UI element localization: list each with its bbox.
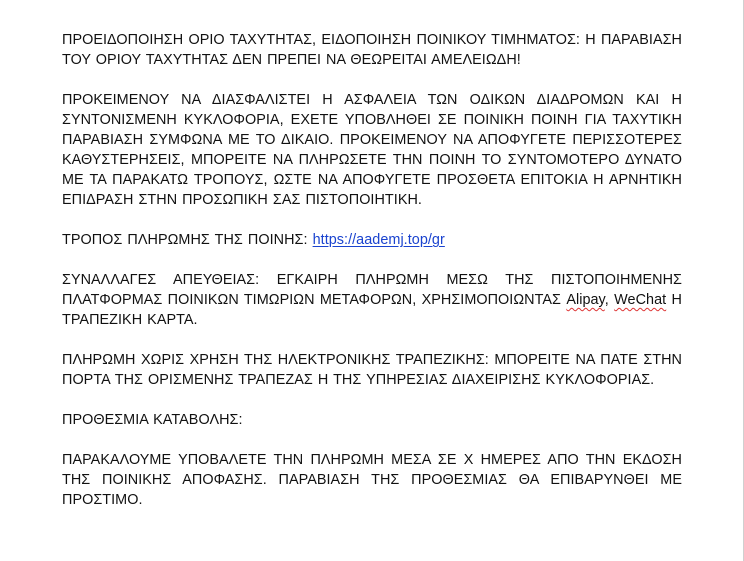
offline-payment-paragraph: ΠΛΗΡΩΜΗ ΧΩΡΙΣ ΧΡΗΣΗ ΤΗΣ ΗΛΕΚΤΡΟΝΙΚΗΣ ΤΡΑΠΕΖΙΚΗΣ: ΜΠΟΡΕΙΤΕ ΝΑ ΠΑΤΕ ΣΤΗΝ ΠΟΡΤΑ ΤΗΣ ΟΡΙΣΜΕΝΗΣ ΤΡΑΠΕΖΑΣ Η ΤΗΣ ΥΠΗΡΕΣΙΑΣ ΔΙΑΧΕΙΡΙΣΗΣ ΚΥΚΛΟΦΟΡΙΑΣ. [62, 352, 682, 388]
payment-method-paragraph [62, 230, 682, 250]
bank-card-text: Η ΤΡΑΠΕΖΙΚΗ ΚΑΡΤΑ. [62, 292, 682, 328]
direct-transactions-paragraph [62, 270, 682, 330]
payment-method-label: ΤΡΟΠΟΣ ΠΛΗΡΩΜΗΣ ΤΗΣ ΠΟΙΝΗΣ: [62, 232, 308, 248]
payment-link[interactable]: https://aademj.top/gr [312, 232, 445, 248]
deadline-heading: ΠΡΟΘΕΣΜΙΑ ΚΑΤΑΒΟΛΗΣ: [62, 412, 243, 428]
penalty-explanation-paragraph: ΠΡΟΚΕΙΜΕΝΟΥ ΝΑ ΔΙΑΣΦΑΛΙΣΤΕΙ Η ΑΣΦΑΛΕΙΑ ΤΩΝ ΟΔΙΚΩΝ ΔΙΑΔΡΟΜΩΝ ΚΑΙ Η ΣΥΝΤΟΝΙΣΜΕΝΗ ΚΥΚΛΟΦΟΡΙΑ, ΕΧΕΤΕ ΥΠΟΒΛΗΘΕΙ ΣΕ ΠΟΙΝΙΚΗ ΠΟΙΝΗ ΓΙΑ ΤΑΧΥΤΙΚΗ ΠΑΡΑΒΙΑΣΗ ΣΥΜΦΩΝΑ ΜΕ ΤΟ ΔΙΚΑΙΟ. ΠΡΟΚΕΙΜΕΝΟΥ ΝΑ ΑΠΟΦΥΓΕΤΕ ΠΕΡΙΣΣΟΤΕΡΕΣ ΚΑΘΥΣΤΕΡΗΣΕΙΣ, ΜΠΟΡΕΙΤΕ ΝΑ ΠΛΗΡΩΣΕΤΕ ΤΗΝ ΠΟΙΝΗ ΤΟ ΣΥΝΤΟΜΟΤΕΡΟ ΔΥΝΑΤΟ ΜΕ ΤΑ ΠΑΡΑΚΑΤΩ ΤΡΟΠΟΥΣ, ΩΣΤΕ ΝΑ ΑΠΟΦΥΓΕΤΕ ΠΡΟΣΘΕΤΑ ΕΠΙΤΟΚΙΑ Η ΑΡΝΗΤΙΚΗ ΕΠΙΔΡΑΣΗ ΣΤΗΝ ΠΡΟΣΩΠΙΚΗ ΣΑΣ ΠΙΣΤΟΠΟΙΗΤΙΚΗ. [62, 92, 682, 208]
alipay-word: Alipay [566, 292, 605, 308]
deadline-paragraph: ΠΑΡΑΚΑΛΟΥΜΕ ΥΠΟΒΑΛΕΤΕ ΤΗΝ ΠΛΗΡΩΜΗ ΜΕΣΑ ΣΕ Χ ΗΜΕΡΕΣ ΑΠΟ ΤΗΝ ΕΚΔΟΣΗ ΤΗΣ ΠΟΙΝΙΚΗΣ ΑΠΟΦΑΣΗΣ. ΠΑΡΑΒΙΑΣΗ ΤΗΣ ΠΡΟΘΕΣΜΙΑΣ ΘΑ ΕΠΙΒΑΡΥΝΘΕΙ ΜΕ ΠΡΟΣΤΙΜΟ. [62, 452, 682, 508]
comma: , [604, 292, 609, 308]
direct-transactions-text: ΣΥΝΑΛΛΑΓΕΣ ΑΠΕΥΘΕΙΑΣ: ΕΓΚΑΙΡΗ ΠΛΗΡΩΜΗ ΜΕΣΩ ΤΗΣ ΠΙΣΤΟΠΟΙΗΜΕΝΗΣ ΠΛΑΤΦΟΡΜΑΣ ΠΟΙΝΙΚΩΝ ΤΙΜΩΡΙΩΝ ΜΕΤΑΦΟΡΩΝ, ΧΡΗΣΙΜΟΠΟΙΩΝΤΑΣ [62, 272, 682, 308]
warning-paragraph: ΠΡΟΕΙΔΟΠΟΙΗΣΗ ΟΡΙΟ ΤΑΧΥΤΗΤΑΣ, ΕΙΔΟΠΟΙΗΣΗ ΠΟΙΝΙΚΟΥ ΤΙΜΗΜΑΤΟΣ: Η ΠΑΡΑΒΙΑΣΗ ΤΟΥ ΟΡΙΟΥ ΤΑΧΥΤΗΤΑΣ ΔΕΝ ΠΡΕΠΕΙ ΝΑ ΘΕΩΡΕΙΤΑΙ ΑΜΕΛΕΙΩΔΗ! [62, 32, 682, 68]
wechat-word: WeChat [614, 292, 667, 308]
document-body [62, 30, 682, 530]
